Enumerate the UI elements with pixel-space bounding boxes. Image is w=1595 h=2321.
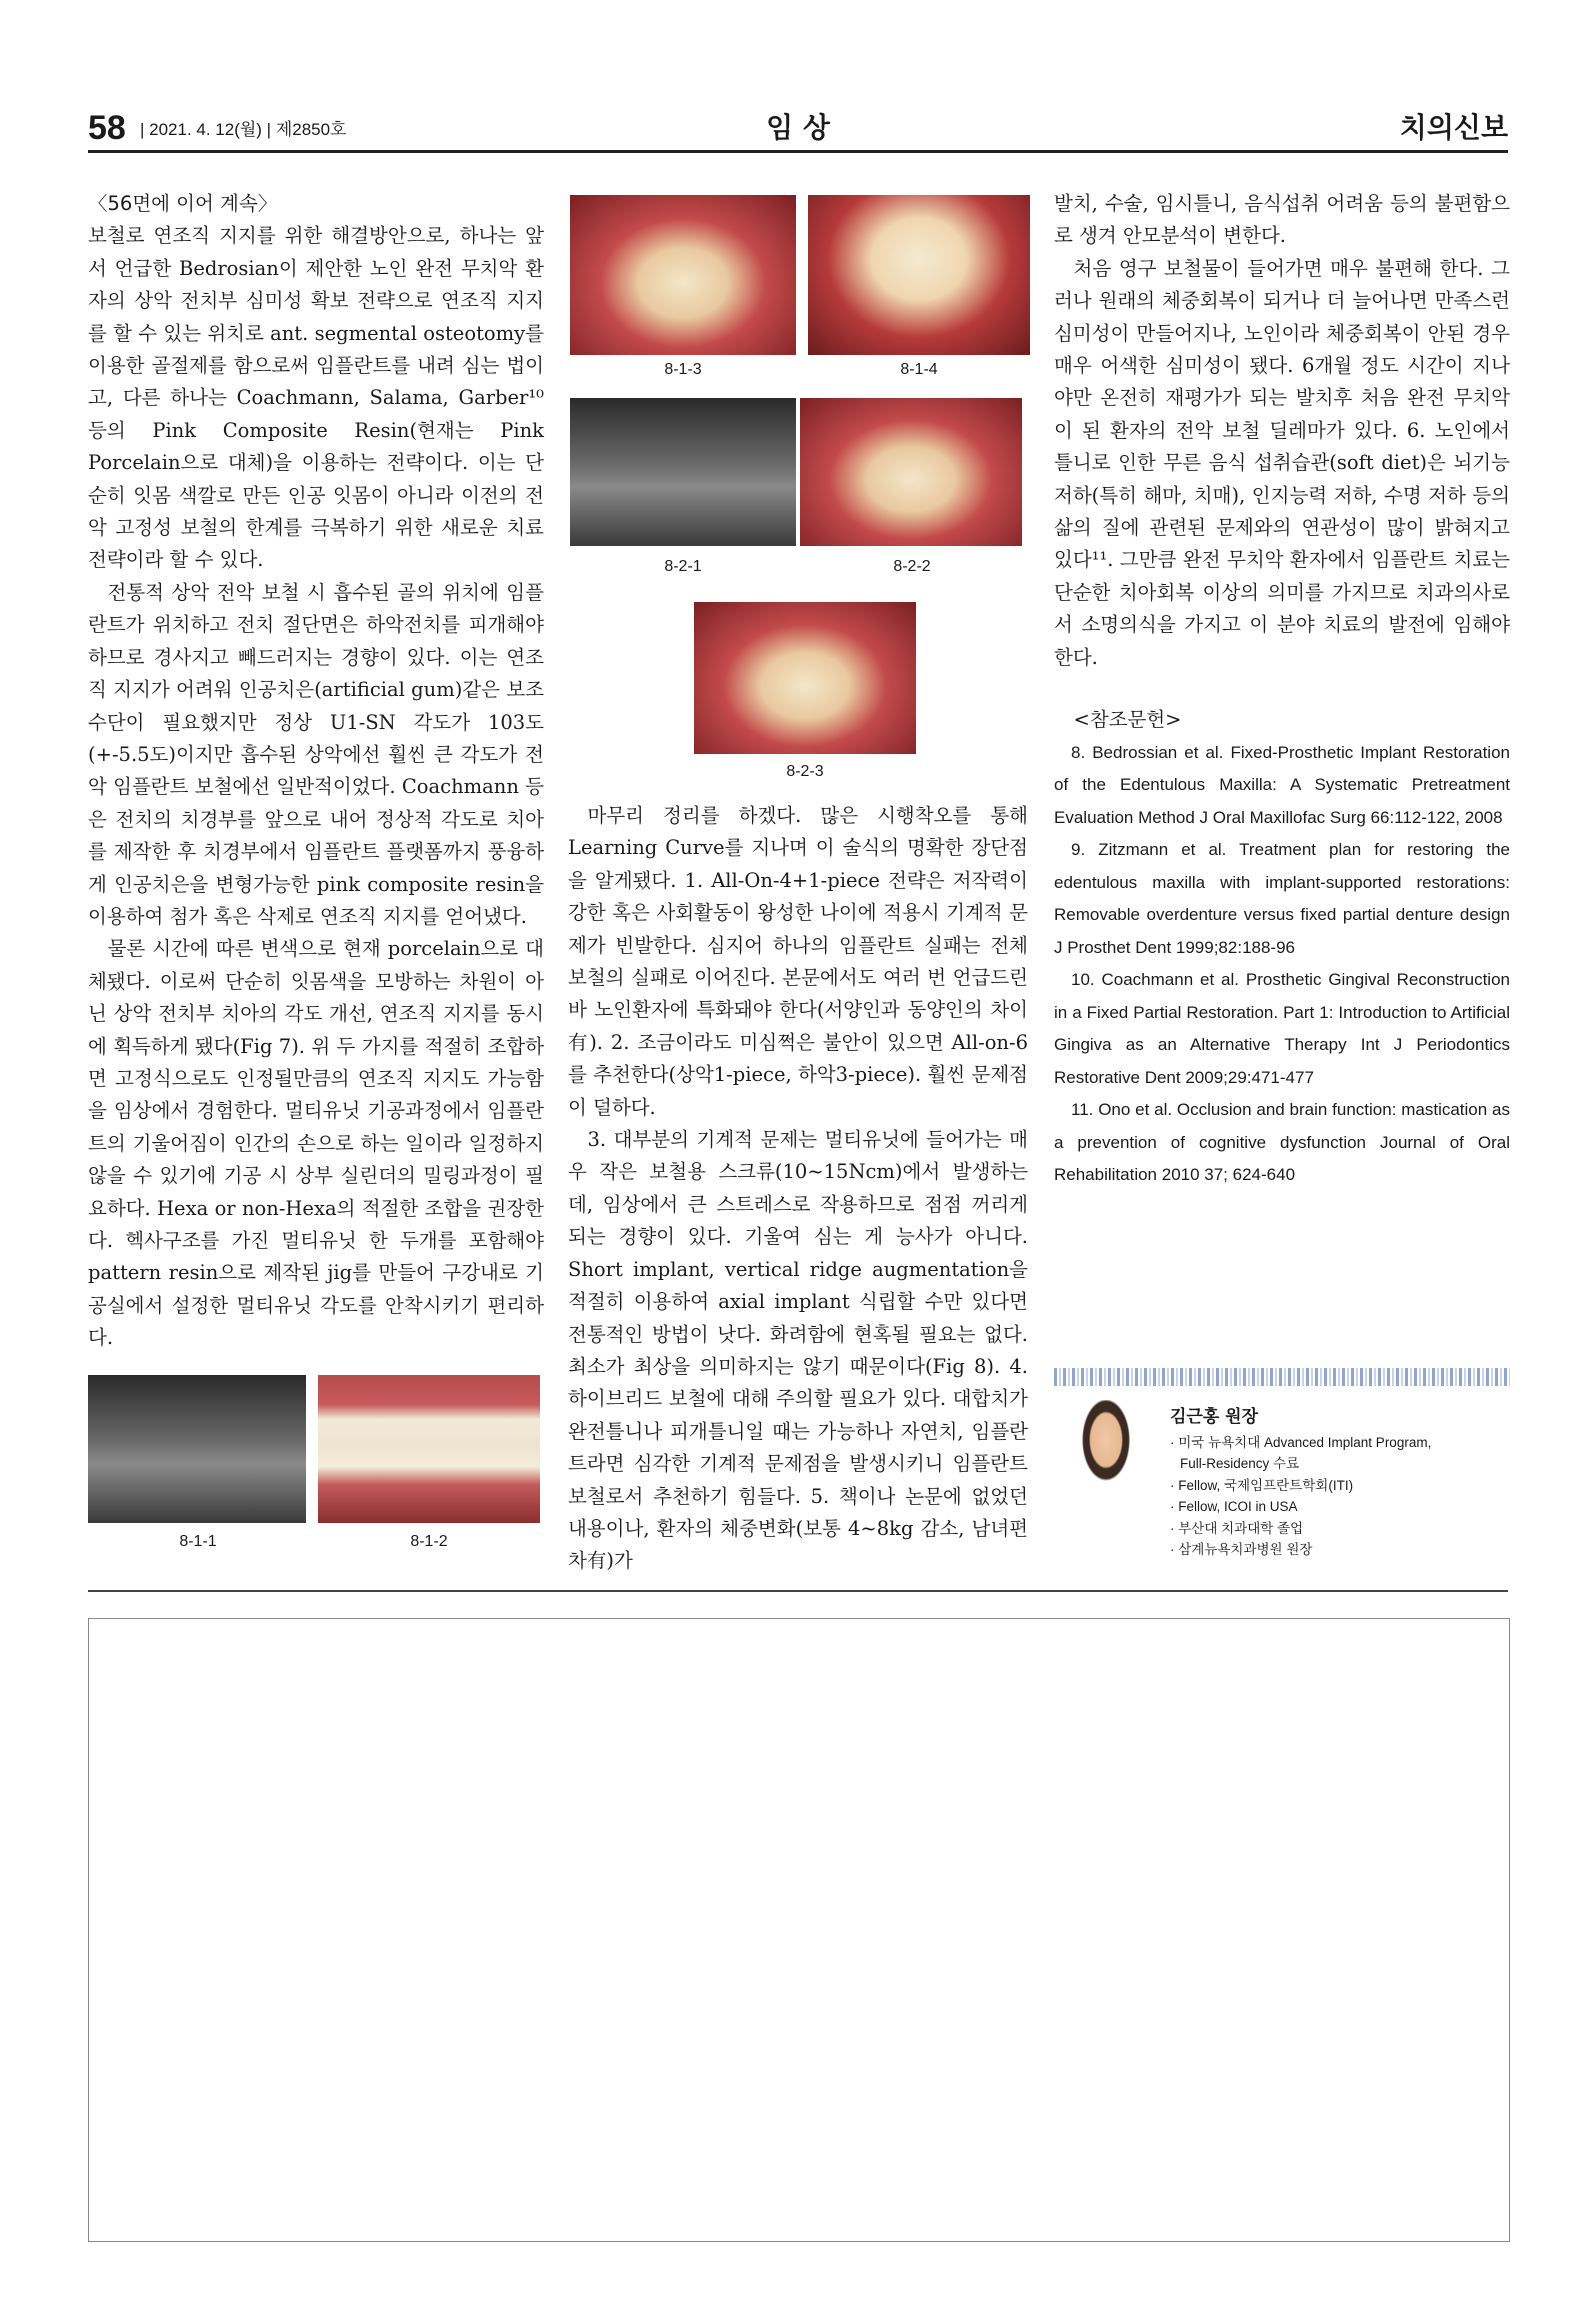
credential-item: · 미국 뉴욕치대 Advanced Implant Program, [1170,1435,1432,1450]
maxillary-arch-photo [570,195,796,355]
figure-caption: 8-1-2 [410,1533,448,1550]
reference-item: 11. Ono et al. Occlusion and brain function: mastication as a prevention of cognitive dysfunction Journal of Oral Rehabilitation 2010 37; 624-640 [1054,1100,1510,1184]
paragraph: 발치, 수술, 임시틀니, 음식섭취 어려움 등의 불편함으로 생겨 안모분석이 변한다. [1054,192,1510,248]
article-column-3 [1054,188,1510,1192]
credential-item: · 삼계뉴욕치과병원 원장 [1170,1542,1313,1558]
author-divider-bar [1054,1368,1510,1386]
article-column-2 [568,800,1028,1578]
article-end-rule [88,1590,1508,1592]
reference-item: 10. Coachmann et al. Prosthetic Gingival Reconstruction in a Fixed Partial Restoration. Part 1: Introduction to Artificial Gingiva as an Alternative Therapy Int J Periodontics Restorative Dent 2009;29:471-477 [1054,970,1510,1087]
reference-item: 8. Bedrossian et al. Fixed-Prosthetic Implant Restoration of the Edentulous Maxilla: A Systematic Pretreatment Evaluation Method J Oral Maxillofac Surg 66:112-122, 2008 [1054,742,1510,827]
figure-caption: 8-2-1 [664,558,702,575]
occlusal-view-photo [694,602,916,754]
paragraph: 전통적 상악 전악 보철 시 흡수된 골의 위치에 임플란트가 위치하고 전치 절단면은 하악전치를 피개해야 하므로 경사지고 빼드러지는 경향이 있다. 이는 연조직 지지가 어려워 인공치은(artificial gum)같은 보조 수단이 필요했지만 정상 U1-SN 각도가 103도(+-5.5도)이지만 흡수된 상악에선 훨씬 큰 각도가 전악 임플란트 보철에선 일반적이었다. Coachmann 등은 전치의 치경부를 앞으로 내어 정상적 각도로 치아를 제작한 후 치경부에서 임플란트 플랫폼까지 풍융하게 인공치은을 변형가능한 pink composite resin을 이용하여 첨가 혹은 삭제로 연조직 지지를 얻어냈다. [88,580,544,928]
author-name: 김근홍 원장 [1170,1407,1259,1427]
figure-caption: 8-1-3 [664,361,702,378]
paragraph: 마무리 정리를 하겠다. 많은 시행착오를 통해 Learning Curve를 지나며 이 술식의 명확한 장단점을 알게됐다. 1. All-On-4+1-piece 전략은 저작력이 강한 혹은 사회활동이 왕성한 나이에 적용시 기계적 문제가 빈발한다. 심지어 하나의 임플란트 실패는 전체 보철의 실패로 이어진다. 본문에서도 여러 번 언급드린 바 노인환자에 특화돼야 한다(서양인과 동양인의 차이有). 2. 조금이라도 미심쩍은 불안이 있으면 All-on-6를 추천한다(상악1-piece, 하악3-piece). 훨씬 문제점이 덜하다. [568,804,1028,1119]
page-header [88,108,1508,148]
figure-caption: 8-1-4 [900,361,938,378]
credential-item: · Fellow, ICOI in USA [1170,1499,1298,1515]
credential-item: · 부산대 치과대학 졸업 [1170,1520,1304,1536]
implant-abutment-photo [800,398,1022,546]
figure-caption: 8-2-3 [786,763,824,780]
author-photo [1056,1400,1156,1525]
paragraph: 3. 대부분의 기계적 문제는 멀티유닛에 들어가는 매우 작은 보철용 스크류(10~15Ncm)에서 발생하는데, 임상에서 큰 스트레스로 작용하므로 점점 꺼리게 되는 경향이 있다. 기울여 심는 게 능사가 아니다. Short implant, vertical ridge augmentation을 적절히 이용하여 axial implant 식립할 수만 있다면 전통적인 방법이 낫다. 화려함에 현혹될 필요는 없다. 최소가 최상을 의미하지는 않기 때문이다(Fig 8). 4. 하이브리드 보철에 대해 주의할 필요가 있다. 대합치가 완전틀니나 피개틀니일 때는 가능하나 자연치, 임플란트라면 심각한 기계적 문제점을 발생시키니 임플란트 보철로서 추천하기 힘들다. 5. 책이나 논문에 없었던 내용이나, 환자의 체중변화(보통 4~8kg 감소, 남녀편차有)가 [568,1128,1028,1573]
paragraph: 처음 영구 보철물이 들어가면 매우 불편해 한다. 그러나 원래의 체중회복이 되거나 더 늘어나면 만족스런 심미성이 만들어지나, 노인이라 체중회복이 안된 경우 매우 어색한 심미성이 됐다. 6개월 정도 시간이 지나야만 온전히 재평가가 되는 발치후 처음 완전 무치악이 된 환자의 전악 보철 딜레마가 있다. 6. 노인에서 틀니로 인한 무른 음식 섭취습관(soft diet)은 뇌기능 저하(특히 해마, 치매), 인지능력 저하, 수명 저하 등의 삶의 질에 관련된 문제와의 연관성이 많이 밝혀지고 있다¹¹. 그만큼 완전 무치악 환자에서 임플란트 치료는 단순한 치아회복 이상의 의미를 가지므로 치과의사로서 소명의식을 가지고 이 분야 치료의 발전에 임해야 한다. [1054,256,1510,669]
credential-item: Full-Residency 수료 [1180,1456,1300,1472]
continued-note: 〈56면에 이어 계속〉 [88,192,278,215]
advertisement-box [88,1618,1510,2242]
article-column-1 [88,188,544,1355]
issue-date: | 2021. 4. 12(월) | 제2850호 [140,120,347,139]
figure-caption: 8-2-2 [893,558,931,575]
section-title: 임 상 [766,111,830,144]
paragraph: 물론 시간에 따른 변색으로 현재 porcelain으로 대체됐다. 이로써 단순히 잇몸색을 모방하는 차원이 아닌 상악 전치부 치아의 각도 개선, 연조직 지지를 동시에 획득하게 됐다(Fig 7). 위 두 가지를 적절히 조합하면 고정식으로도 인정될만큼의 연조직 지지도 가능함을 임상에서 경험한다. 멀티유닛 기공과정에서 임플란트의 기울어짐이 인간의 손으로 하는 일이라 일정하지 않을 수 있기에 기공 시 상부 실린더의 밀링과정이 필요하다. Hexa or non-Hexa의 적절한 조합을 권장한다. 헥사구조를 가진 멀티유닛 한 두개를 포함해야 pattern resin으로 제작된 jig를 만들어 구강내로 기공실에서 설정한 멀티유닛 각도를 안착시키기 편리하다. [88,937,544,1350]
panoramic-xray-photo [88,1375,306,1523]
panoramic-xray-photo [570,398,796,546]
page-number: 58 [88,109,126,147]
newspaper-name: 치의신보 [1399,111,1508,144]
references-heading: <참조문헌> [1073,708,1182,732]
figure-caption: 8-1-1 [179,1533,217,1550]
credential-item: · Fellow, 국제임프란트학회(ITI) [1170,1477,1354,1493]
author-credentials [1170,1432,1431,1560]
header-rule [88,150,1508,153]
mandibular-arch-photo [808,195,1030,355]
reference-item: 9. Zitzmann et al. Treatment plan for restoring the edentulous maxilla with implant-supported restorations: Removable overdenture versus fixed partial denture design J Prosthet Dent 1999;82:188-96 [1054,840,1510,957]
paragraph: 보철로 연조직 지지를 위한 해결방안으로, 하나는 앞서 언급한 Bedrosian이 제안한 노인 완전 무치악 환자의 상악 전치부 심미성 확보 전략으로 연조직 지지를 할 수 있는 위치로 ant. segmental osteotomy를 이용한 골절제를 함으로써 임플란트를 내려 심는 법이고, 다른 하나는 Coachmann, Salama, Garber¹⁰ 등의 Pink Composite Resin(현재는 Pink Porcelain으로 대체)을 이용하는 전략이다. 이는 단순히 잇몸 색깔로 만든 인공 잇몸이 아니라 이전의 전악 고정성 보철의 한계를 극복하기 위한 새로운 치료 전략이라 할 수 있다. [88,224,544,572]
smile-photo [318,1375,540,1523]
